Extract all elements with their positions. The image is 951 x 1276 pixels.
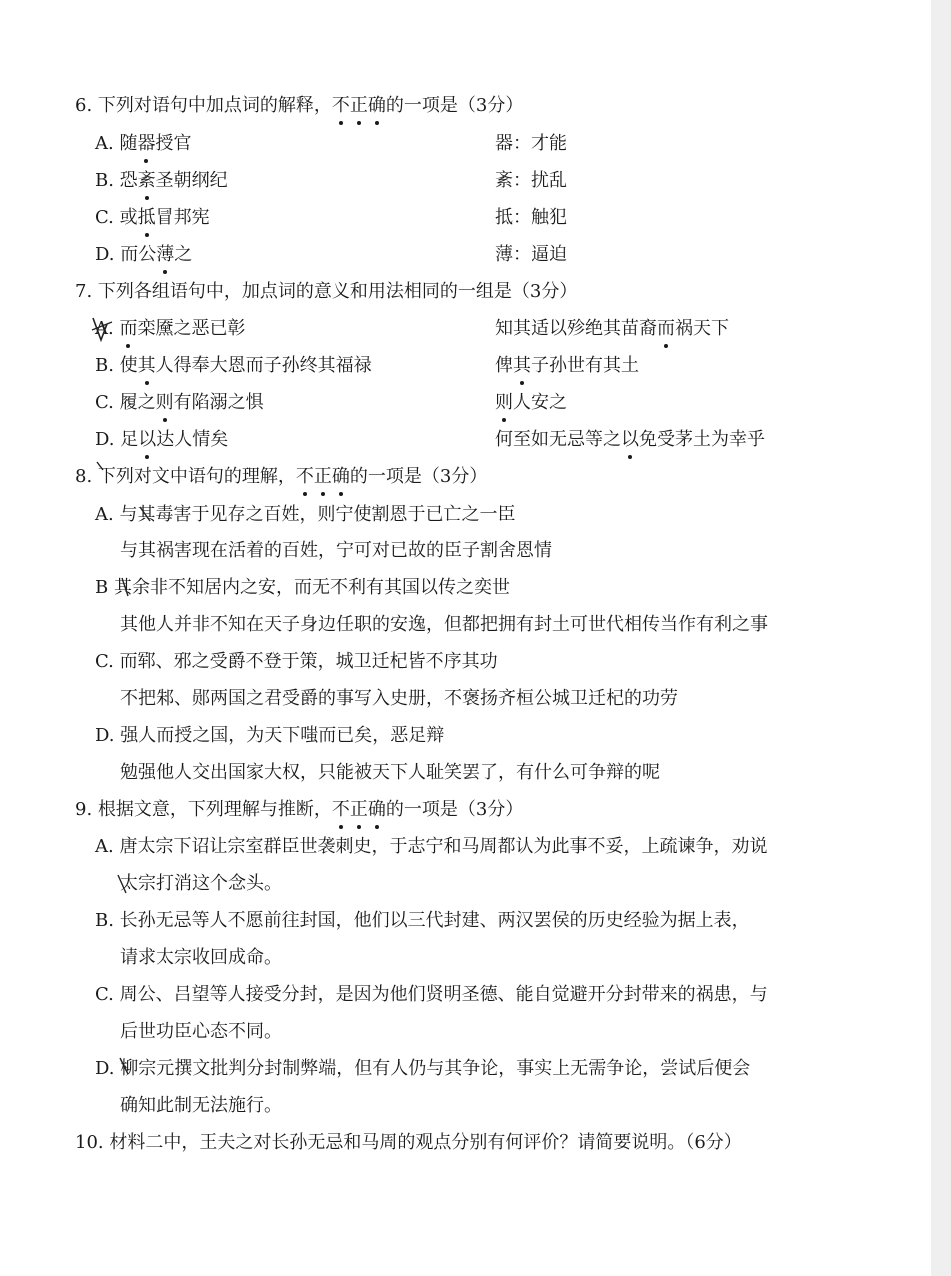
q6-option-d: D. 而公薄之 (95, 244, 193, 265)
q9-option-b: B. 长孙无忌等人不愿前往封国，他们以三代封建、两汉罢侯的历史经验为据上表， (95, 910, 750, 931)
q7-option-c: C. 履之则有陷溺之惧 (95, 392, 264, 413)
q9-stem: 9. 根据文意，下列理解与推断，不正确的一项是（3分） (75, 799, 524, 820)
q7-option-b-right: 俾其子孙世有其土 (495, 355, 639, 376)
dotted-char: 抵 (137, 207, 156, 228)
dotted-char: 而 (657, 318, 675, 339)
q6-option-b-gloss: 紊：扰乱 (495, 170, 567, 191)
q6-option-c-gloss: 抵：触犯 (495, 207, 567, 228)
page-edge (931, 0, 951, 1276)
q6-option-a: A. 随器授官 (95, 133, 192, 154)
q7-option-d: D. 足以达人情矣 (95, 429, 229, 450)
q9-emphasis: 不正确 (331, 799, 386, 820)
q7-stem: 7. 下列各组语句中，加点词的意义和用法相同的一组是（3分） (75, 281, 578, 302)
q6-option-b: B. 恐紊圣朝纲纪 (95, 170, 228, 191)
dotted-char: 以 (621, 429, 639, 450)
q9-option-a: A. 唐太宗下诏让宗室群臣世袭刺史，于志宁和马周都认为此事不妥，上疏谏争，劝说 (95, 836, 768, 857)
q9-option-c-cont: 后世功臣心态不同。 (120, 1021, 282, 1042)
q8-option-c-explain: 不把邾、郧两国之君受爵的事写入史册，不褒扬齐桓公城卫迁杞的功劳 (120, 688, 678, 709)
q6-option-d-gloss: 薄：逼迫 (495, 244, 567, 265)
dotted-char: 其 (513, 355, 531, 376)
q6-option-a-gloss: 器：才能 (495, 133, 567, 154)
q7-option-a-right: 知其适以殄绝其苗裔而祸天下 (495, 318, 729, 339)
q10-stem: 10. 材料二中，王夫之对长孙无忌和马周的观点分别有何评价？请简要说明。（6分） (75, 1132, 742, 1153)
q9-option-b-cont: 请求太宗收回成命。 (120, 947, 282, 968)
q6-stem (75, 94, 523, 118)
q8-stem: 8. 下列对文中语句的理解，不正确的一项是（3分） (75, 466, 488, 487)
q9-option-d: D. 柳宗元撰文批判分封制弊端，但有人仍与其争论，事实上无需争论，尝试后便会 (95, 1058, 751, 1079)
q8-option-a: A. 与其毒害于见存之百姓，则宁使割恩于已亡之一臣 (95, 504, 516, 525)
q8-option-c: C. 而郓、邪之受爵不登于策，城卫迁杞皆不序其功 (95, 651, 498, 672)
dotted-char: 则 (495, 392, 513, 413)
q7-option-c-right: 则人安之 (495, 392, 567, 413)
dotted-char: 以 (138, 429, 157, 450)
q8-option-b-explain: 其他人并非不知在天子身边任职的安逸，但都把拥有封土可世代相传当作有利之事 (120, 614, 768, 635)
q6-stem-tail: 的一项是（3分） (385, 95, 524, 116)
q8-option-a-explain: 与其祸害现在活着的百姓，宁可对已故的臣子割舍恩情 (120, 540, 552, 561)
q8-emphasis: 不正确 (295, 466, 350, 487)
q8-option-b: B 其余非不知居内之安，而无不利有其国以传之奕世 (95, 577, 510, 598)
dotted-char: 而 (119, 318, 138, 339)
q7-option-b: B. 使其人得奉大恩而子孙终其福禄 (95, 355, 372, 376)
q8-option-d: D. 强人而授之国，为天下嗤而已矣，恶足辩 (95, 725, 445, 746)
q9-option-c: C. 周公、吕望等人接受分封，是因为他们贤明圣德、能自觉避开分封带来的祸患，与 (95, 984, 768, 1005)
dotted-char: 薄 (156, 244, 175, 265)
q7-option-a: A. 而栾黡之恶已彰 (95, 318, 246, 339)
q6-emphasis: 不正确 (331, 95, 386, 116)
q9-option-d-cont: 确知此制无法施行。 (120, 1095, 282, 1116)
dotted-char: 器 (137, 133, 156, 154)
dotted-char: 其 (137, 355, 156, 376)
q6-stem-text: 6. 下列对语句中加点词的解释， (75, 95, 332, 116)
q6-option-c: C. 或抵冒邦宪 (95, 207, 210, 228)
q9-option-a-cont: 太宗打消这个念头。 (120, 873, 282, 894)
q7-option-d-right: 何至如无忌等之以免受茅土为幸乎 (495, 429, 765, 450)
dotted-char: 则 (155, 392, 174, 413)
dotted-char: 紊 (137, 170, 156, 191)
q8-option-d-explain: 勉强他人交出国家大权，只能被天下人耻笑罢了，有什么可争辩的呢 (120, 762, 660, 783)
